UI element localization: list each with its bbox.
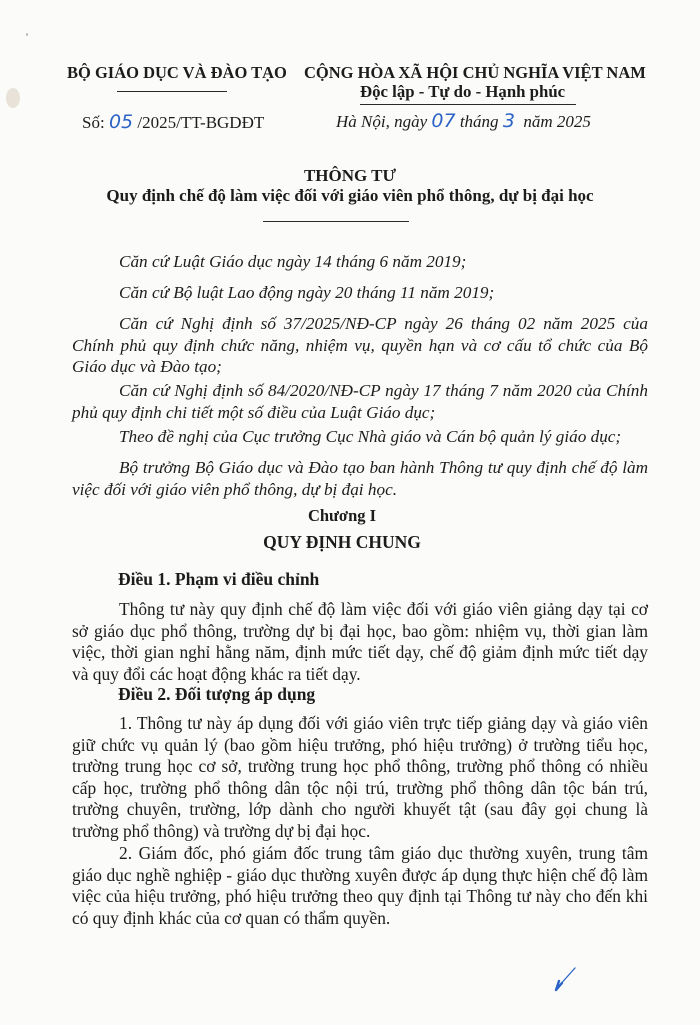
checkmark-initial-icon [550,965,580,995]
preamble-item: Căn cứ Nghị định số 37/2025/NĐ-CP ngày 26 tháng 02 năm 2025 của Chính phủ quy định chức năng, nhiệm vụ, quyền hạn và cơ cấu tổ chức của Bộ Giáo dục và Đào tạo; [72,314,648,376]
article-paragraph: 1. Thông tư này áp dụng đối với giáo viên trực tiếp giảng dạy và giáo viên giữ chức vụ quản lý (bao gồm hiệu trưởng, phó hiệu trưởng) ở trường tiểu học, trường trung học cơ sở, trường trung học phổ thông, trường phổ thông có nhiều cấp học, trường phổ thông dân tộc nội trú, trường phổ thông dân tộc bán trú, trường chuyên, trường, lớp dành cho người khuyết tật (sau đây gọi chung là trường phổ thông) và trường dự bị đại học. [72,713,648,841]
document-subject: Quy định chế độ làm việc đối với giáo viên phổ thông, dự bị đại học [106,186,594,205]
ministry-underline [117,91,227,92]
date-month-handwritten: 3 [502,110,515,132]
number-prefix: Số: [82,113,105,132]
date-day-handwritten: 07 [431,110,456,132]
paper-speck [6,88,20,108]
chapter-title: QUY ĐỊNH CHUNG [263,532,421,552]
date-month-label: tháng [459,112,499,131]
number-handwritten: 05 [108,111,134,133]
document-type: THÔNG TƯ [303,166,397,185]
article-paragraph: Thông tư này quy định chế độ làm việc đối với giáo viên giảng dạy tại cơ sở giáo dục phổ thông, trường dự bị đại học, bao gồm: nhiệm vụ, thời gian làm việc, thời gian nghỉ hằng năm, định mức tiết dạy, chế độ giảm định mức tiết dạy và quy đổi các hoạt động khác ra tiết dạy. [72,599,648,684]
article-paragraph: 2. Giám đốc, phó giám đốc trung tâm giáo dục thường xuyên, trung tâm giáo dục nghề nghiệp - giáo dục thường xuyên được áp dụng thực hiện chế độ làm việc của hiệu trưởng, phó hiệu trưởng theo quy định tại Thông tư này cho đến khi có quy định khác của cơ quan có thẩm quyền. [72,843,648,928]
preamble-item: Căn cứ Bộ luật Lao động ngày 20 tháng 11 năm 2019; [119,283,495,302]
chapter-label: Chương I [307,506,377,525]
preamble-item: Theo đề nghị của Cục trưởng Cục Nhà giáo và Cán bộ quản lý giáo dục; [119,427,622,446]
date-prefix: Hà Nội, ngày [336,112,428,131]
ministry-name: BỘ GIÁO DỤC VÀ ĐÀO TẠO [67,63,287,82]
motto-underline [360,104,576,105]
preamble-item: Căn cứ Luật Giáo dục ngày 14 tháng 6 năm 2019; [119,252,467,271]
place-date [336,110,591,132]
article-heading: Điều 2. Đối tượng áp dụng [118,684,316,704]
nation-name: CỘNG HÒA XÃ HỘI CHỦ NGHĨA VIỆT NAM [304,63,646,82]
paper-speck [26,33,28,36]
article-heading: Điều 1. Phạm vi điều chỉnh [118,569,320,589]
document-number [82,111,264,133]
preamble-item: Bộ trưởng Bộ Giáo dục và Đào tạo ban hành Thông tư quy định chế độ làm việc đối với giáo viên phổ thông, dự bị đại học. [72,458,648,499]
motto: Độc lập - Tự do - Hạnh phúc [360,82,566,101]
date-year: năm 2025 [523,112,591,131]
number-suffix: /2025/TT-BGDĐT [137,113,265,132]
preamble-item: Căn cứ Nghị định số 84/2020/NĐ-CP ngày 17 tháng 7 năm 2020 của Chính phủ quy định chi tiết một số điều của Luật Giáo dục; [72,381,648,422]
title-underline [263,221,409,222]
